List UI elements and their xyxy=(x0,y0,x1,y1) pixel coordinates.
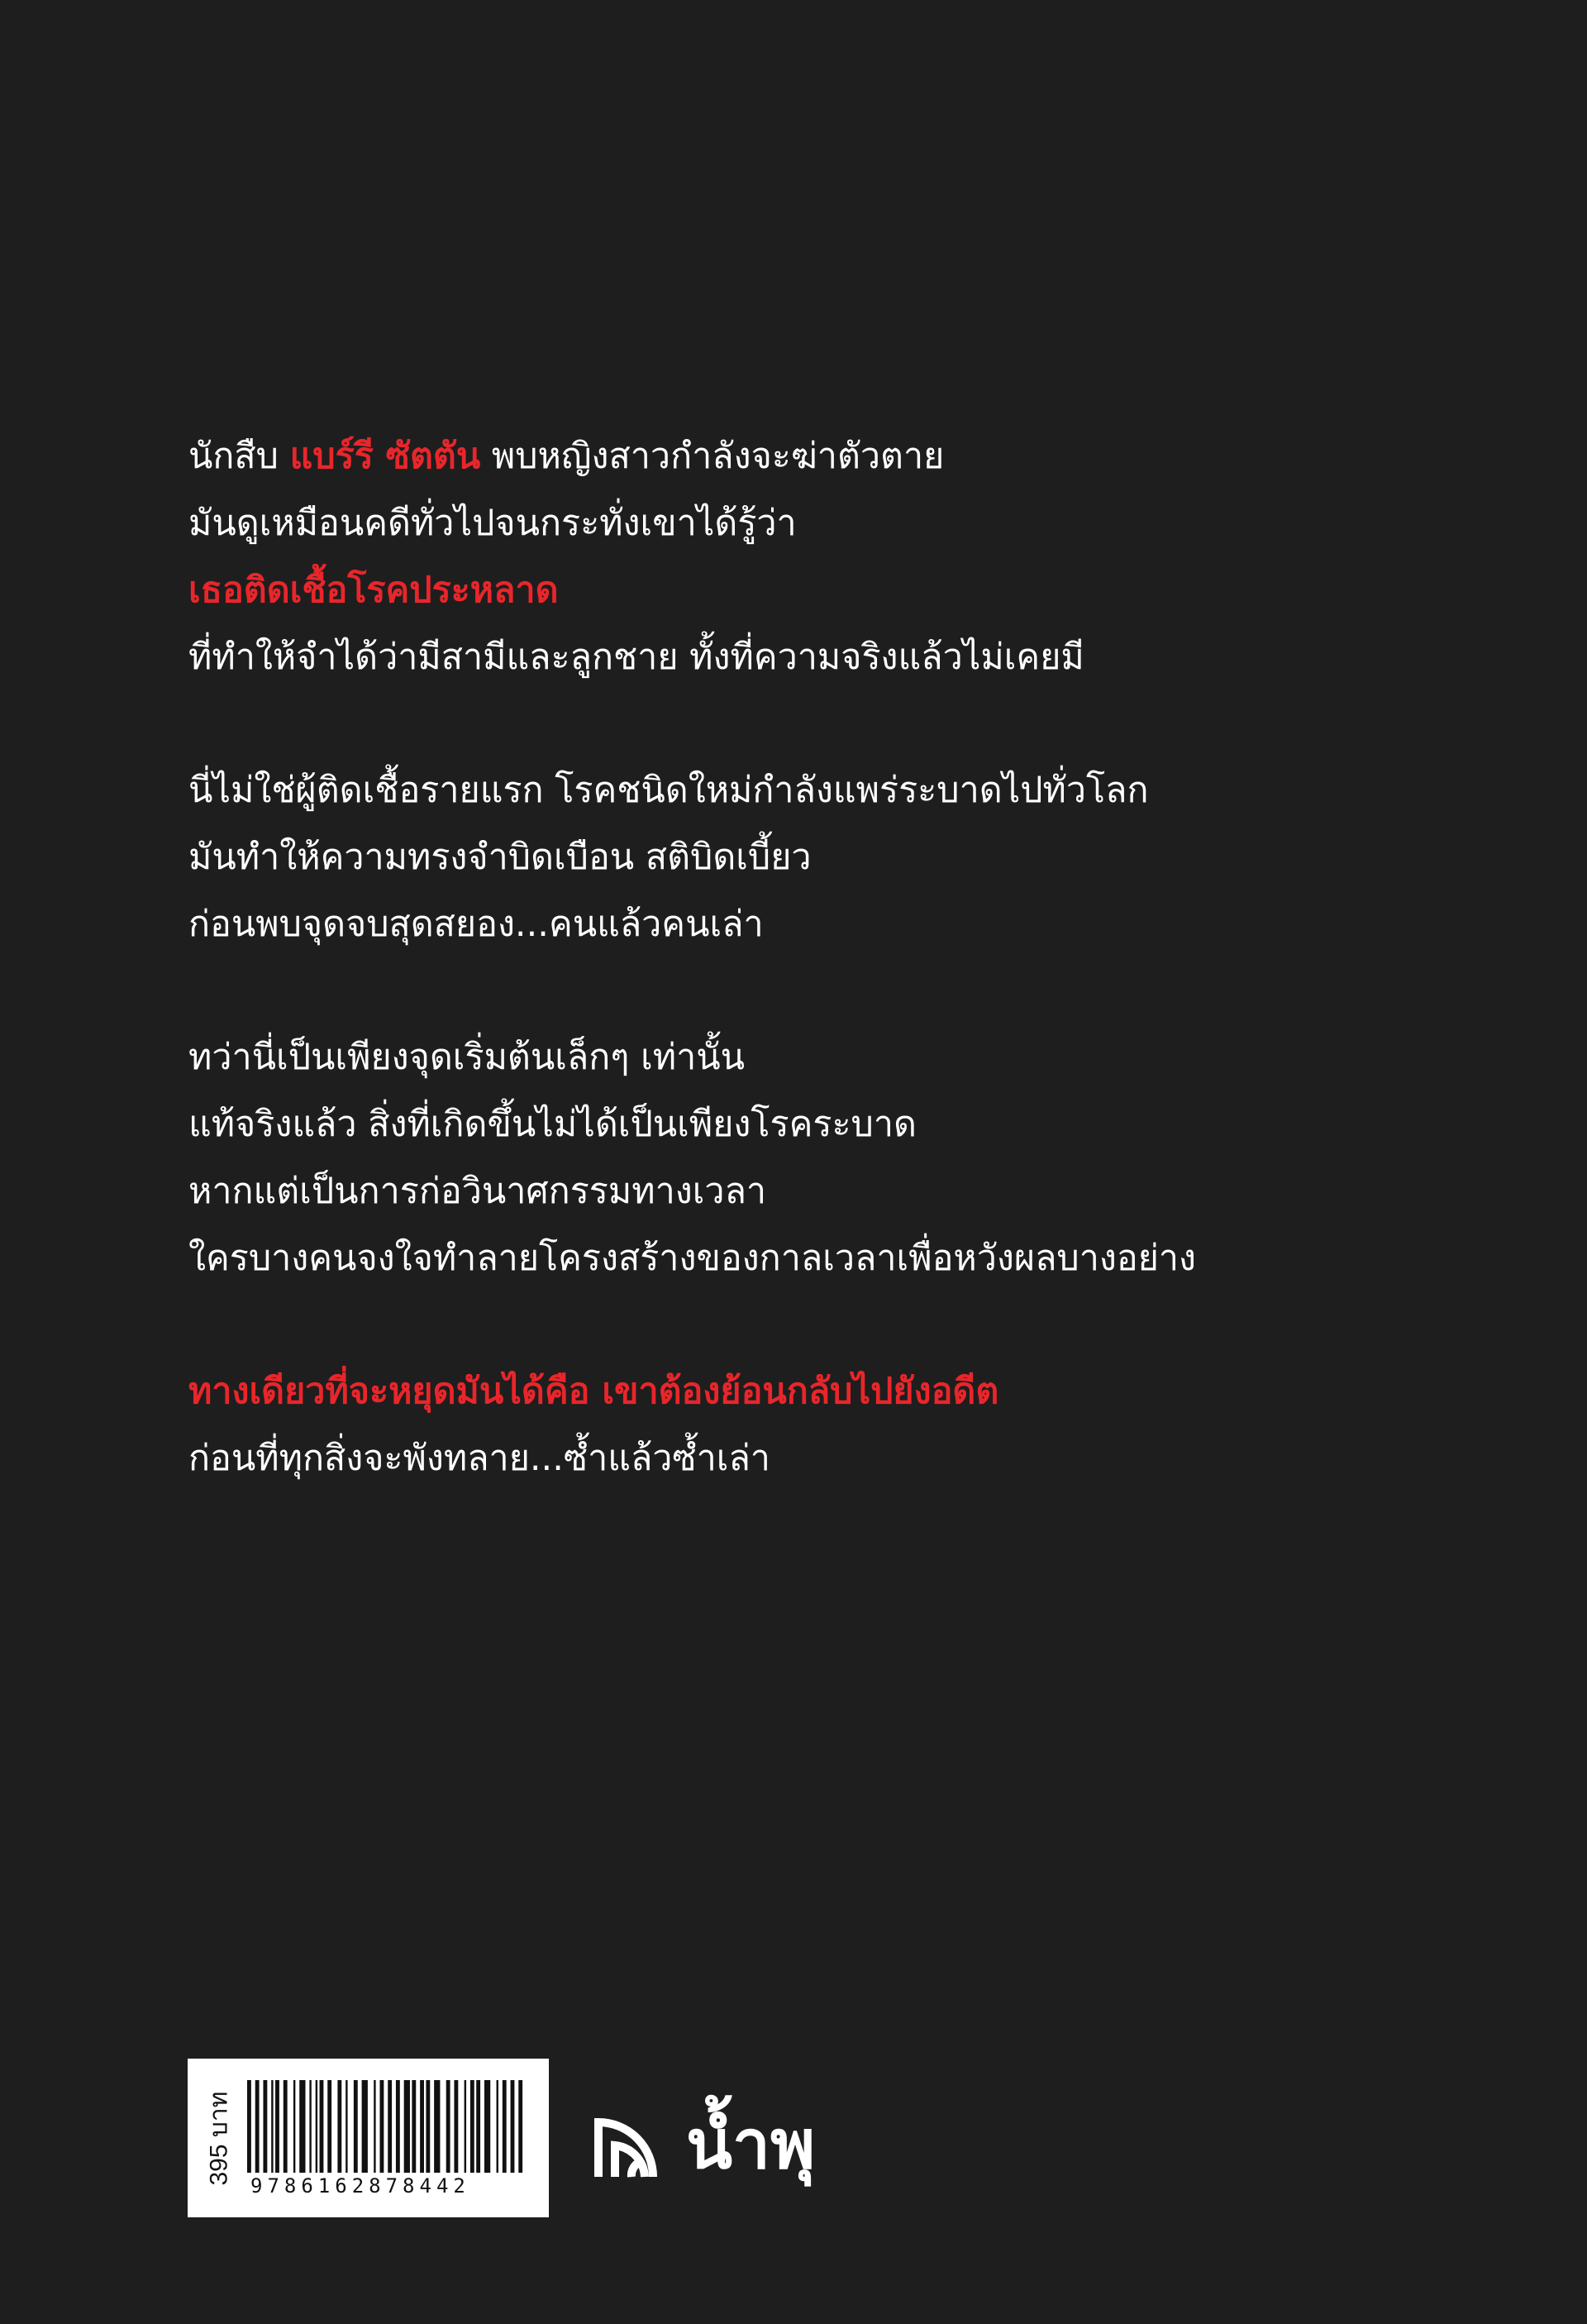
detective-name: แบร์รี ซัตตัน xyxy=(289,436,481,477)
barcode-bar xyxy=(354,2080,358,2173)
barcode-bar xyxy=(426,2080,430,2173)
publisher-logo xyxy=(593,2108,815,2183)
barcode-label xyxy=(188,2059,549,2217)
back-cover-blurb xyxy=(188,423,1494,1558)
barcode-bar xyxy=(396,2080,400,2173)
barcode-bar xyxy=(362,2080,368,2173)
blurb-line: มันดูเหมือนคดีทั่วไปจนกระทั่งเขาได้รู้ว่า xyxy=(188,503,797,544)
barcode-bar xyxy=(503,2080,507,2173)
barcode-bar xyxy=(247,2080,251,2173)
barcode-bar xyxy=(379,2080,384,2173)
barcode-bar xyxy=(337,2080,341,2173)
barcode-bar xyxy=(293,2080,295,2173)
barcode-bar xyxy=(511,2080,515,2173)
price-tag xyxy=(203,2072,236,2204)
barcode-bar xyxy=(320,2080,324,2173)
barcode-bar xyxy=(412,2080,416,2173)
barcode-bar xyxy=(454,2080,458,2173)
blurb-line: นี่ไม่ใช่ผู้ติดเชื้อรายแรก โรคชนิดใหม่กำลังแพร่ระบาดไปทั่วโลก xyxy=(188,770,1149,811)
barcode-bar xyxy=(388,2080,392,2173)
barcode-bar xyxy=(299,2080,305,2173)
barcode-bar xyxy=(284,2080,288,2173)
barcode-bar xyxy=(518,2080,522,2173)
barcode-bar xyxy=(470,2080,474,2173)
barcode-bar xyxy=(420,2080,424,2173)
barcode-bar xyxy=(263,2080,267,2173)
barcode-bar xyxy=(465,2080,466,2173)
blurb-text: พบหญิงสาวกำลังจะฆ่าตัวตาย xyxy=(480,436,945,477)
barcode-bar xyxy=(327,2080,331,2173)
blurb-line: มันทำให้ความทรงจำบิดเบือน สติบิดเบี้ยว xyxy=(188,837,812,878)
blurb-paragraph-2 xyxy=(188,757,1494,958)
barcode-bar xyxy=(404,2080,410,2173)
barcode-bar xyxy=(434,2080,440,2173)
blurb-line: ก่อนพบจุดจบสุดสยอง...คนแล้วคนเล่า xyxy=(188,904,764,945)
barcode-bar xyxy=(346,2080,347,2173)
barcode-bar xyxy=(374,2080,375,2173)
blurb-highlight-line: เธอติดเชื้อโรคประหลาด xyxy=(188,570,559,611)
isbn-number: 9786162878442 xyxy=(250,2174,470,2198)
blurb-line: ก่อนที่ทุกสิ่งจะพังทลาย...ซ้ำแล้วซ้ำเล่า xyxy=(188,1438,770,1479)
blurb-line: แท้จริงแล้ว สิ่งที่เกิดขึ้นไม่ได้เป็นเพียงโรคระบาด xyxy=(188,1104,917,1145)
barcode-bar xyxy=(255,2080,260,2173)
price-text: 395 บาท xyxy=(205,2090,233,2186)
barcode-bar xyxy=(271,2080,273,2173)
barcode-bar xyxy=(484,2080,490,2173)
barcode-bar xyxy=(476,2080,480,2173)
blurb-line: ใครบางคนจงใจทำลายโครงสร้างของกาลเวลาเพื่อหวังผลบางอย่าง xyxy=(188,1238,1197,1279)
publisher-mark-icon xyxy=(593,2111,663,2180)
blurb-text: นักสืบ xyxy=(188,436,290,477)
barcode-bar xyxy=(275,2080,279,2173)
blurb-paragraph-3 xyxy=(188,1024,1494,1292)
blurb-line: ที่ทำให้จำได้ว่ามีสามีและลูกชาย ทั้งที่ความจริงแล้วไม่เคยมี xyxy=(188,637,1084,678)
publisher-name: น้ำพุ xyxy=(686,2106,816,2184)
barcode-bar xyxy=(309,2080,311,2173)
blurb-highlight-line: ทางเดียวที่จะหยุดมันได้คือ เขาต้องย้อนกลับไปยังอดีต xyxy=(188,1371,999,1412)
blurb-line: หากแต่เป็นการก่อวินาศกรรมทางเวลา xyxy=(188,1171,767,1212)
blurb-line: ทว่านี่เป็นเพียงจุดเริ่มต้นเล็กๆ เท่านั้น xyxy=(188,1037,746,1078)
blurb-paragraph-4 xyxy=(188,1358,1494,1492)
blurb-paragraph-1 xyxy=(188,423,1494,691)
blurb-line xyxy=(188,423,1494,490)
barcode-bar xyxy=(446,2080,450,2173)
barcode-bars xyxy=(247,2080,527,2173)
barcode-bar xyxy=(316,2080,317,2173)
barcode-bar xyxy=(497,2080,498,2173)
